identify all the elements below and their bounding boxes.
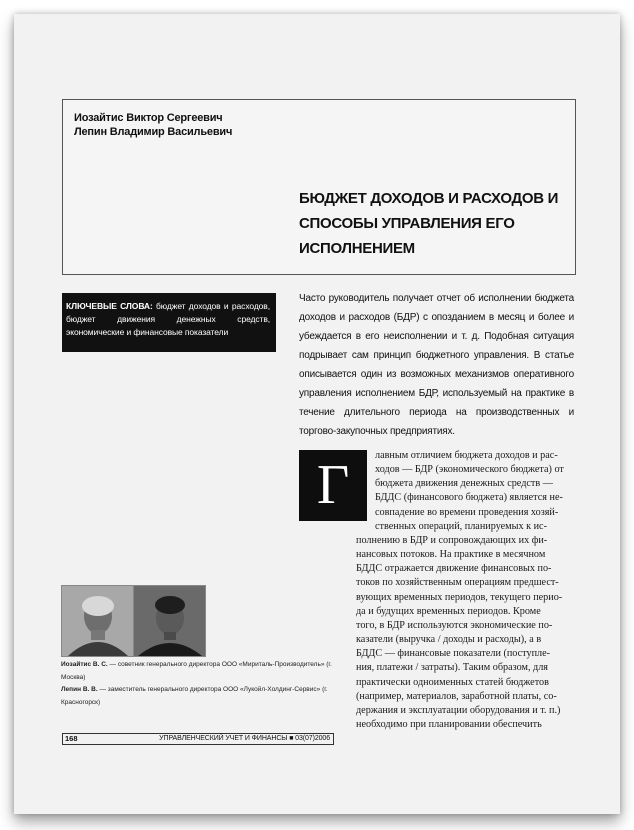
keywords-text: бюджет доходов и расходов, бюджет движения денежных средств, экономические и финансовые показатели xyxy=(66,301,270,337)
body-line: ния, платежи / затраты). Таким образом, для xyxy=(356,662,548,674)
author-name: Иозайтис Виктор Сергеевич xyxy=(74,112,223,124)
author-photo-iozaitis xyxy=(61,585,134,657)
author-bio xyxy=(61,684,351,709)
body-line: вующих временных периодов, текущего перио- xyxy=(356,591,563,603)
body-line: нансовых потоков. На практике в месячном xyxy=(356,549,546,561)
body-line: необходимо при планировании обеспечить xyxy=(356,719,542,731)
body-line: БДДС отражается движение финансовых по- xyxy=(356,563,552,575)
bio-name: Лепин В. В. xyxy=(61,686,98,693)
portrait-illustration xyxy=(134,586,205,656)
body-line: БДДС — финансовые показатели (поступле- xyxy=(356,648,551,660)
body-line: токов по хозяйственным операциям предшест- xyxy=(356,577,559,589)
keywords-box xyxy=(62,293,276,352)
author-photo-lepin xyxy=(133,585,206,657)
authors-block xyxy=(74,111,232,139)
body-text-main xyxy=(356,534,574,732)
body-line: да и будущих временных периодов. Кроме xyxy=(356,605,541,617)
body-line: ходов — БДР (экономического бюджета) от xyxy=(375,464,564,476)
body-line: лавным отличием бюджета доходов и рас- xyxy=(375,450,558,461)
bio-text: — советник генерального директора ООО «Мириталь-Производитель» (г. Москва) xyxy=(61,661,332,681)
abstract-paragraph: Часто руководитель получает отчет об исполнении бюджета доходов и расходов (БДР) с опозданием в месяц и более и убеждается в его неисполнении и т. д. Подобная ситуация подрывает сам принцип бюджетного управления. В статье описывается один из возможных механизмов оперативного управления исполнением БДР, используемый на практике в течение длительного периода на производственных и торгово-закупочных предприятиях. xyxy=(299,293,574,437)
body-text-top xyxy=(375,449,574,534)
body-line: бюджета движения денежных средств — xyxy=(375,478,553,490)
keywords-label: КЛЮЧЕВЫЕ СЛОВА: xyxy=(66,301,153,311)
portrait-illustration xyxy=(62,586,133,656)
bio-name: Иозайтис В. С. xyxy=(61,661,108,668)
body-line: (например, материалов, заработной платы, со- xyxy=(356,690,557,702)
bio-text: — заместитель генерального директора ООО «Лукойл-Холдинг-Сервис» (г. Красногорск) xyxy=(61,686,328,706)
body-line: полнению в БДР и сопровождающих их фи- xyxy=(356,535,548,546)
body-line: практически одноименных статей бюджетов xyxy=(356,676,549,688)
body-line: держания и эксплуатации оборудования и т. п.) xyxy=(356,704,561,716)
author-name: Лепин Владимир Васильевич xyxy=(74,126,233,138)
body-line: совпадение во времени проведения хозяй- xyxy=(375,506,559,518)
drop-cap: Г xyxy=(299,450,367,521)
author-bios xyxy=(61,659,351,709)
author-bio xyxy=(61,659,351,684)
journal-issue: УПРАВЛЕНЧЕСКИЙ УЧЕТ И ФИНАНСЫ ■ 03(07)2006 xyxy=(159,735,330,742)
article-title: БЮДЖЕТ ДОХОДОВ И РАСХОДОВ И СПОСОБЫ УПРАВЛЕНИЯ ЕГО ИСПОЛНЕНИЕМ xyxy=(299,190,559,257)
body-line: БДДС (финансового бюджета) является не- xyxy=(375,492,563,504)
body-line: ственных операций, планируемых к ис- xyxy=(375,520,547,532)
page-footer xyxy=(62,733,334,745)
body-line: того, в БДР используются экономические по- xyxy=(356,619,553,631)
body-line: казатели (выручка / доходы и расходы), а в xyxy=(356,634,542,646)
page-number: 168 xyxy=(65,734,78,743)
